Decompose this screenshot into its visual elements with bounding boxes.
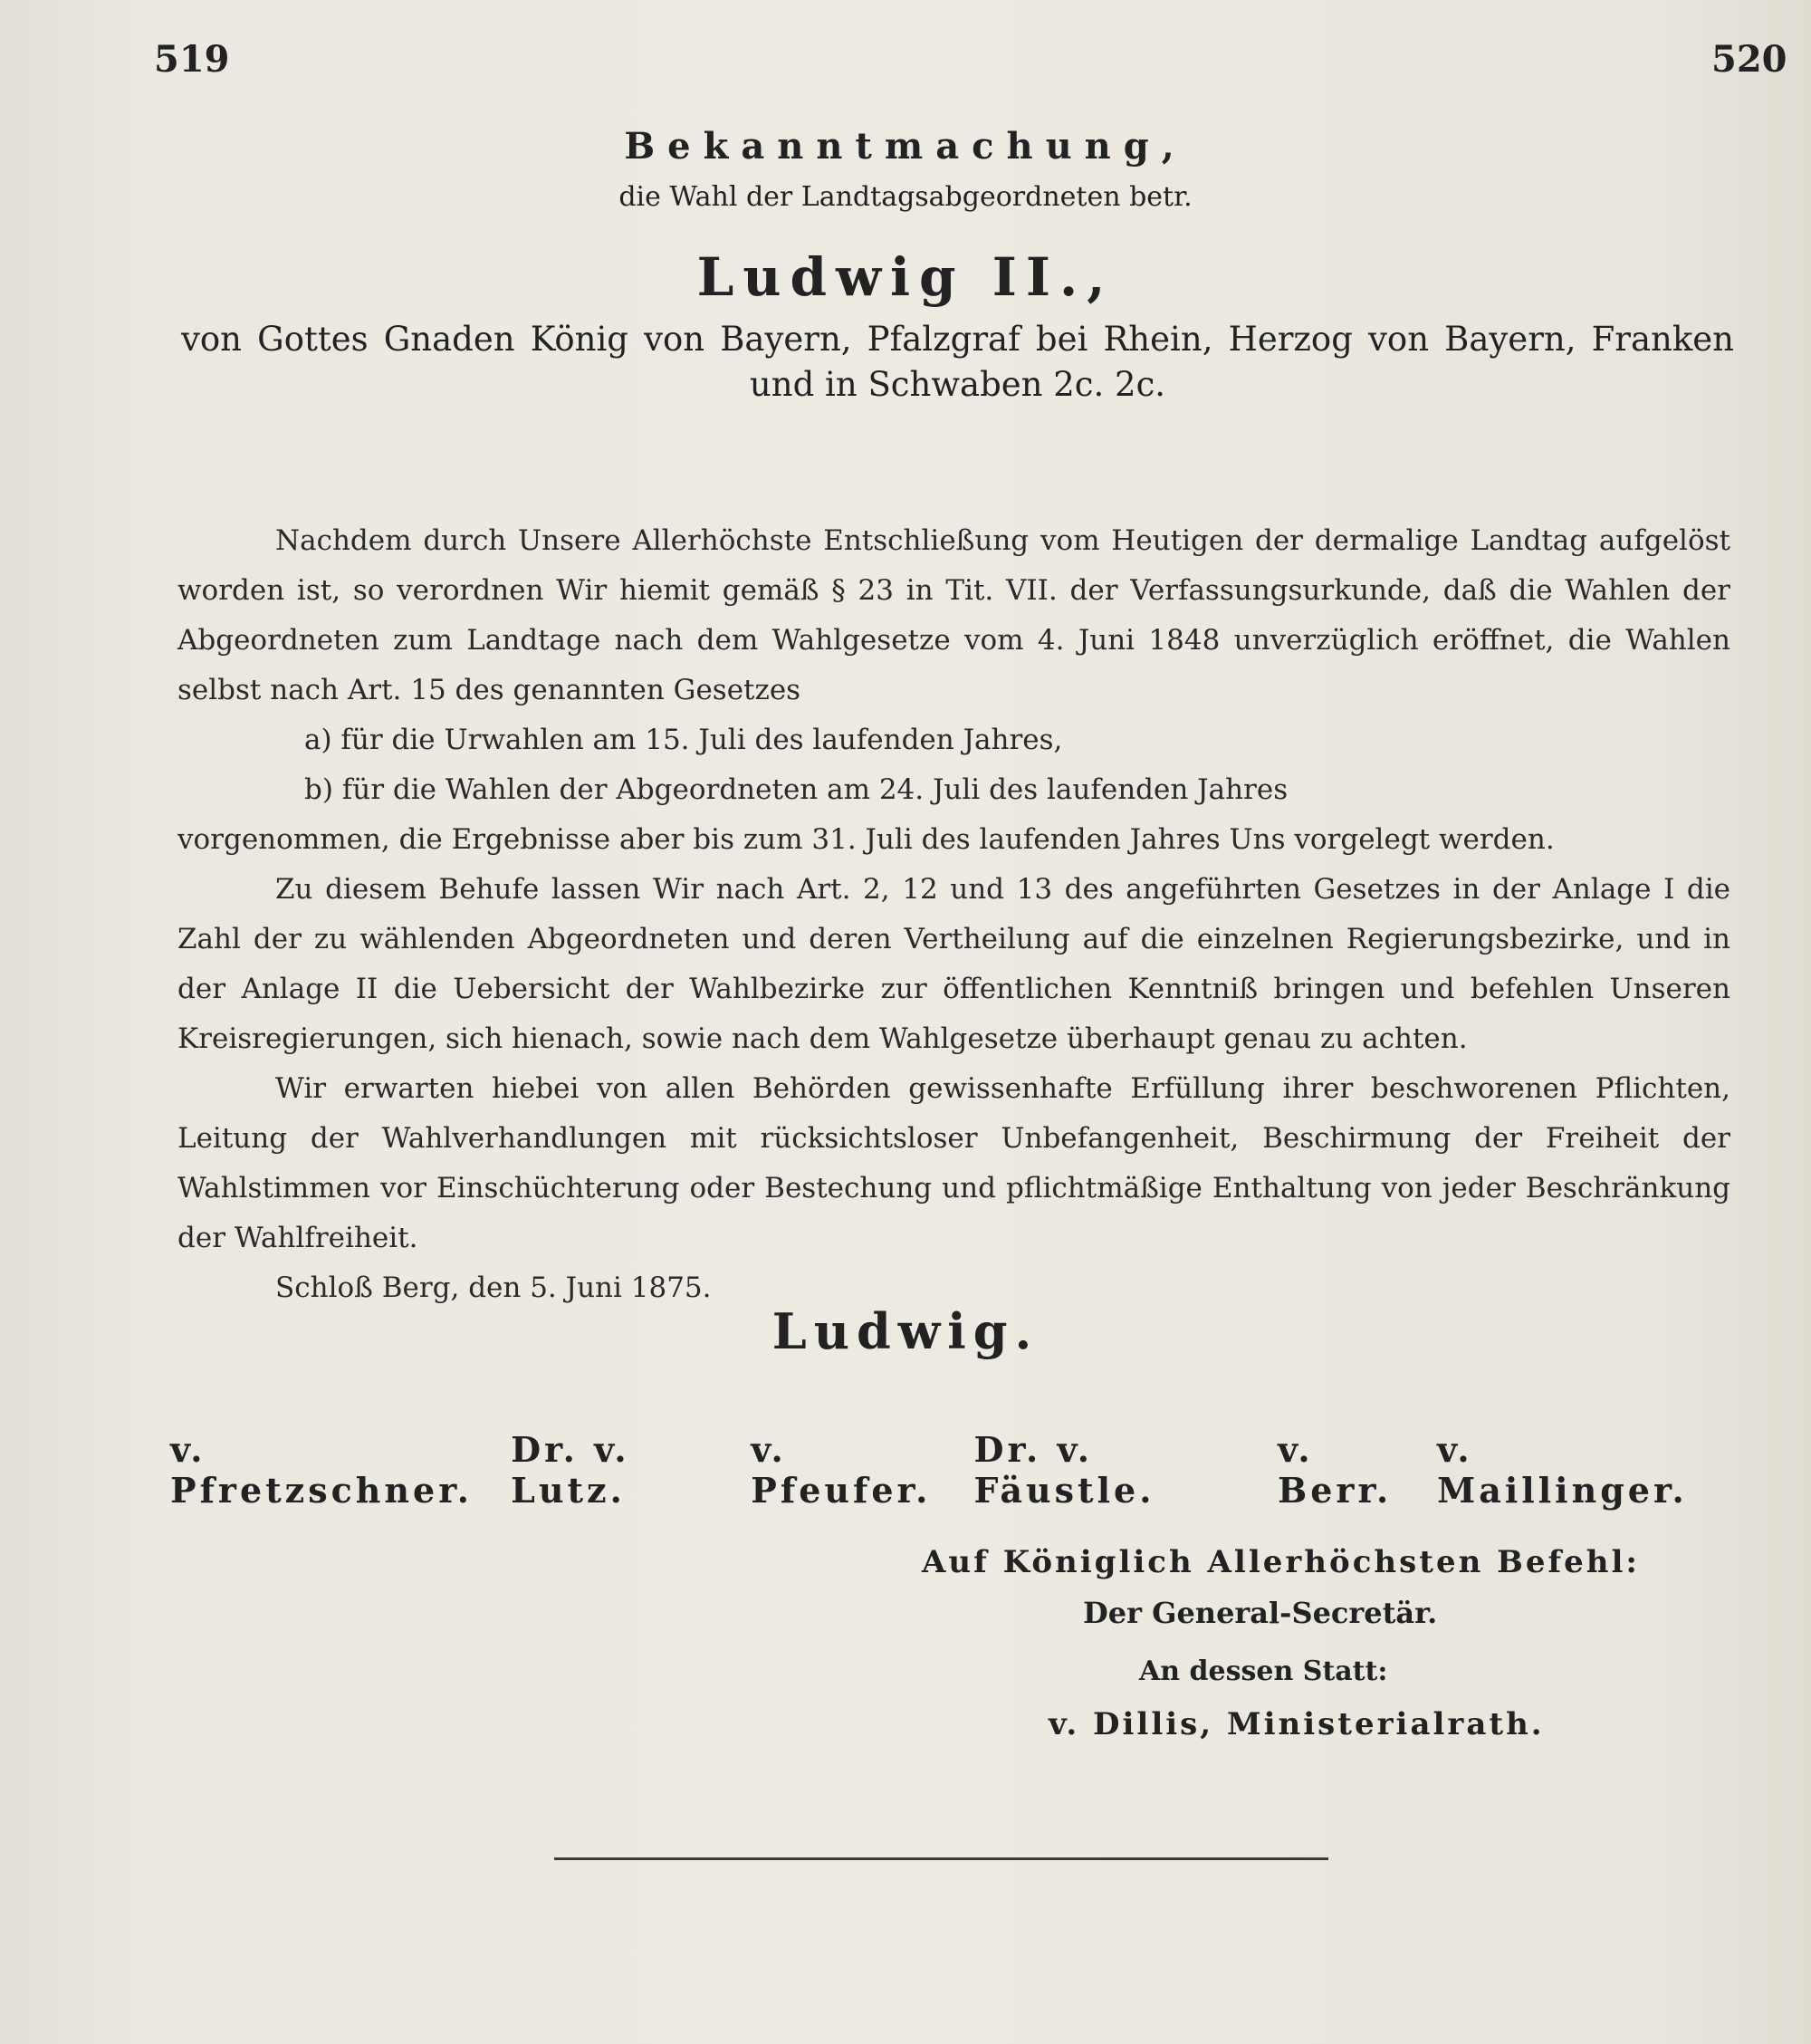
- closing-rule: [554, 1857, 1328, 1860]
- ruler-name: Ludwig II.,: [696, 246, 1115, 308]
- general-secretary: Der General-Secretär.: [1083, 1596, 1438, 1630]
- announcement-subtitle: die Wahl der Landtagsabgeordneten betr.: [618, 181, 1193, 213]
- royal-order-line: Auf Königlich Allerhöchsten Befehl:: [922, 1544, 1640, 1580]
- minister-signature: Dr. v. Lutz.: [511, 1429, 630, 1511]
- page-number-left: 519: [154, 38, 230, 81]
- minister-signature: v. Pfretzschner.: [170, 1429, 473, 1511]
- paragraph-1-continuation: vorgenommen, die Ergebnisse aber bis zum 31. Juli des laufenden Jahres Uns vorgelegt werden.: [177, 823, 1555, 856]
- paragraph-3: Wir erwarten hiebei von allen Behörden gewissenhafte Erfüllung ihrer beschworenen Pflichten, Leitung der Wahlverhandlungen mit rücksichtsloser Unbefangenheit, Beschirmung der Freiheit der Wahlstimmen vor Einschüchterung oder Bestechung und pflichtmäßige Enthaltung von jeder Beschränkung der Wahlfreiheit.: [177, 1072, 1730, 1254]
- paragraph-1: Nachdem durch Unsere Allerhöchste Entschließung vom Heutigen der dermalige Landtag aufgelöst worden ist, so verordnen Wir hiemit gemäß § 23 in Tit. VII. der Verfassungsurkunde, daß die Wahlen der Abgeordneten zum Landtage nach dem Wahlgesetze vom 4. Juni 1848 unverzüglich eröffnet, die Wahlen selbst nach Art. 15 des genannten Gesetzes: [177, 524, 1730, 706]
- minister-signature: Dr. v. Fäustle.: [973, 1429, 1155, 1511]
- royal-signature: Ludwig.: [771, 1302, 1040, 1360]
- minister-signature: v. Maillinger.: [1437, 1429, 1688, 1511]
- in-place-line: An dessen Statt:: [1139, 1655, 1388, 1687]
- announcement-body: [177, 516, 1730, 1313]
- minister-signatures: [170, 1429, 1728, 1511]
- deputy-signature: v. Dillis, Ministerialrath.: [1049, 1706, 1545, 1742]
- announcement-title: Bekanntmachung,: [624, 125, 1187, 168]
- list-item-a: a) für die Urwahlen am 15. Juli des laufenden Jahres,: [304, 724, 1063, 756]
- minister-signature: v. Berr.: [1278, 1429, 1393, 1511]
- paragraph-2: Zu diesem Behufe lassen Wir nach Art. 2, 12 und 13 des angeführten Gesetzes in der Anlage I die Zahl der zu wählenden Abgeordneten und deren Vertheilung auf die einzelnen Regierungsbezirke, und in der Anlage II die Uebersicht der Wahlbezirke zur öffentlichen Kenntniß bringen und befehlen Unseren Kreisregierungen, sich hienach, sowie nach dem Wahlgesetze überhaupt genau zu achten.: [177, 873, 1730, 1055]
- page-number-right: 520: [1711, 38, 1787, 81]
- list-item-b: b) für die Wahlen der Abgeordneten am 24. Juli des laufenden Jahres: [304, 773, 1289, 806]
- ruler-titles: von Gottes Gnaden König von Bayern, Pfalzgraf bei Rhein, Herzog von Bayern, Franken und in Schwaben 2c. 2c.: [181, 320, 1734, 404]
- minister-signature: v. Pfeufer.: [751, 1429, 932, 1511]
- place-and-date: Schloß Berg, den 5. Juni 1875.: [275, 1272, 712, 1304]
